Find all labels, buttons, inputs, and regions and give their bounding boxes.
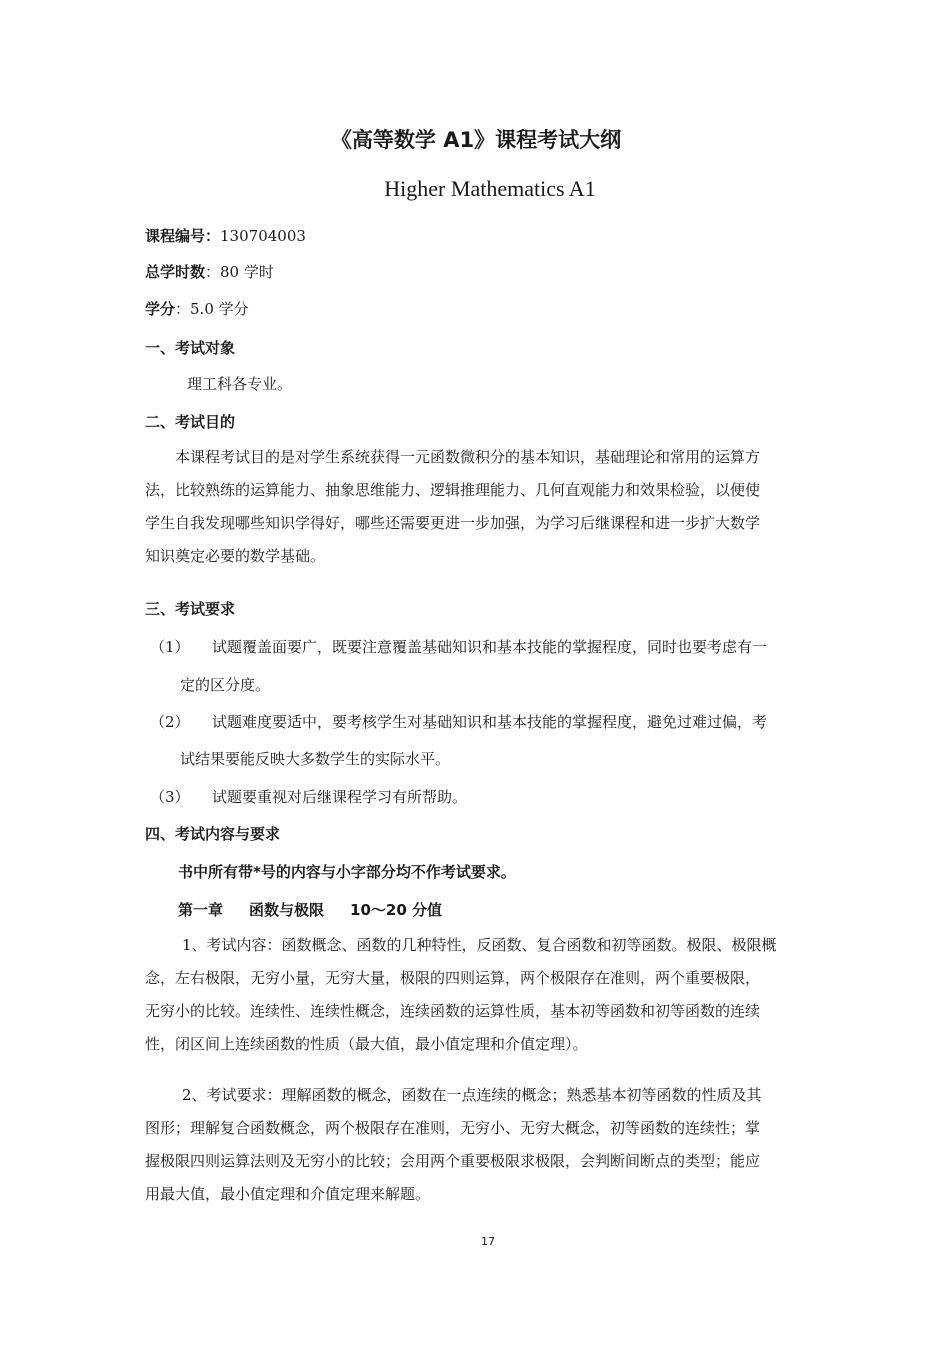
chapter-name: 第一章 bbox=[178, 901, 224, 919]
paragraph-line: 法，比较熟练的运算能力、抽象思维能力、逻辑推理能力、几何直观能力和效果检验，以便使 bbox=[145, 481, 761, 499]
section-heading-exam-requirements: 三、考试要求 bbox=[145, 600, 236, 618]
exam-content-paragraph bbox=[145, 929, 845, 1061]
section-heading-exam-purpose: 二、考试目的 bbox=[145, 413, 236, 431]
paragraph-line: 知识奠定必要的数学基础。 bbox=[145, 547, 326, 565]
paragraph-line: 图形；理解复合函数概念，两个极限存在准则，无穷小、无穷大概念，初等函数的连续性；掌 bbox=[145, 1119, 761, 1137]
chapter-topic: 函数与极限 bbox=[249, 901, 325, 919]
paragraph-line: 本课程考试目的是对学生系统获得一元函数微积分的基本知识，基础理论和常用的运算方 bbox=[175, 448, 761, 466]
section-heading-exam-target: 一、考试对象 bbox=[145, 339, 236, 357]
page-subtitle: Higher Mathematics A1 bbox=[384, 176, 596, 201]
exam-target-text: 理工科各专业。 bbox=[187, 375, 293, 393]
paragraph-line: 性，闭区间上连续函数的性质（最大值，最小值定理和介值定理）。 bbox=[145, 1035, 588, 1053]
credits-label: 学分 bbox=[145, 300, 176, 318]
credits bbox=[145, 298, 249, 319]
total-hours-label: 总学时数 bbox=[145, 263, 206, 281]
item-number: （3） bbox=[150, 788, 190, 806]
credits-value: ：5.0 学分 bbox=[175, 300, 249, 318]
total-hours-value: ：80 学时 bbox=[205, 263, 274, 281]
exclusion-note: 书中所有带*号的内容与小字部分均不作考试要求。 bbox=[178, 863, 516, 881]
paragraph-line: 1、考试内容：函数概念、函数的几种特性，反函数、复合函数和初等函数。极限、极限概 bbox=[182, 936, 777, 954]
paragraph-line: 2、考试要求：理解函数的概念，函数在一点连续的概念；熟悉基本初等函数的性质及其 bbox=[182, 1086, 762, 1104]
requirement-item-2 bbox=[150, 711, 767, 732]
item-text: 试题要重视对后继课程学习有所帮助。 bbox=[212, 788, 468, 806]
item-text: 试题难度要适中，要考核学生对基础知识和基本技能的掌握程度，避免过难过偏，考 bbox=[212, 713, 768, 731]
course-code-label: 课程编号： bbox=[145, 227, 221, 245]
section-heading-content: 四、考试内容与要求 bbox=[145, 825, 281, 843]
paragraph-line: 念，左右极限，无穷小量，无穷大量，极限的四则运算，两个极限存在准则，两个重要极限， bbox=[145, 969, 761, 987]
requirement-item-1-continued: 定的区分度。 bbox=[180, 676, 271, 694]
paragraph-line: 用最大值，最小值定理和介值定理来解题。 bbox=[145, 1185, 431, 1203]
paragraph-line: 学生自我发现哪些知识学得好，哪些还需要更进一步加强，为学习后继课程和进一步扩大数学 bbox=[145, 514, 761, 532]
requirement-item-1 bbox=[150, 636, 767, 657]
item-text: 试题覆盖面要广，既要注意覆盖基础知识和基本技能的掌握程度，同时也要考虑有一 bbox=[212, 638, 768, 656]
paragraph-line: 握极限四则运算法则及无穷小的比较；会用两个重要极限求极限，会判断间断点的类型；能应 bbox=[145, 1152, 761, 1170]
chapter-heading bbox=[178, 899, 468, 920]
page-number: 17 bbox=[481, 1235, 495, 1248]
course-code bbox=[145, 225, 306, 246]
requirement-item-2-continued: 试结果要能反映大多数学生的实际水平。 bbox=[180, 750, 451, 768]
paragraph-line: 无穷小的比较。连续性、连续性概念，连续函数的运算性质，基本初等函数和初等函数的连续 bbox=[145, 1002, 761, 1020]
total-hours bbox=[145, 261, 274, 282]
item-number: （1） bbox=[150, 638, 190, 656]
page-title: 《高等数学 A1》课程考试大纲 bbox=[330, 128, 622, 152]
exam-requirements-paragraph bbox=[145, 1079, 845, 1211]
course-code-value: 130704003 bbox=[220, 227, 306, 245]
chapter-points: 10～20 分值 bbox=[350, 901, 443, 919]
requirement-item-3 bbox=[150, 786, 467, 807]
exam-purpose-paragraph bbox=[145, 441, 845, 573]
item-number: （2） bbox=[150, 713, 190, 731]
